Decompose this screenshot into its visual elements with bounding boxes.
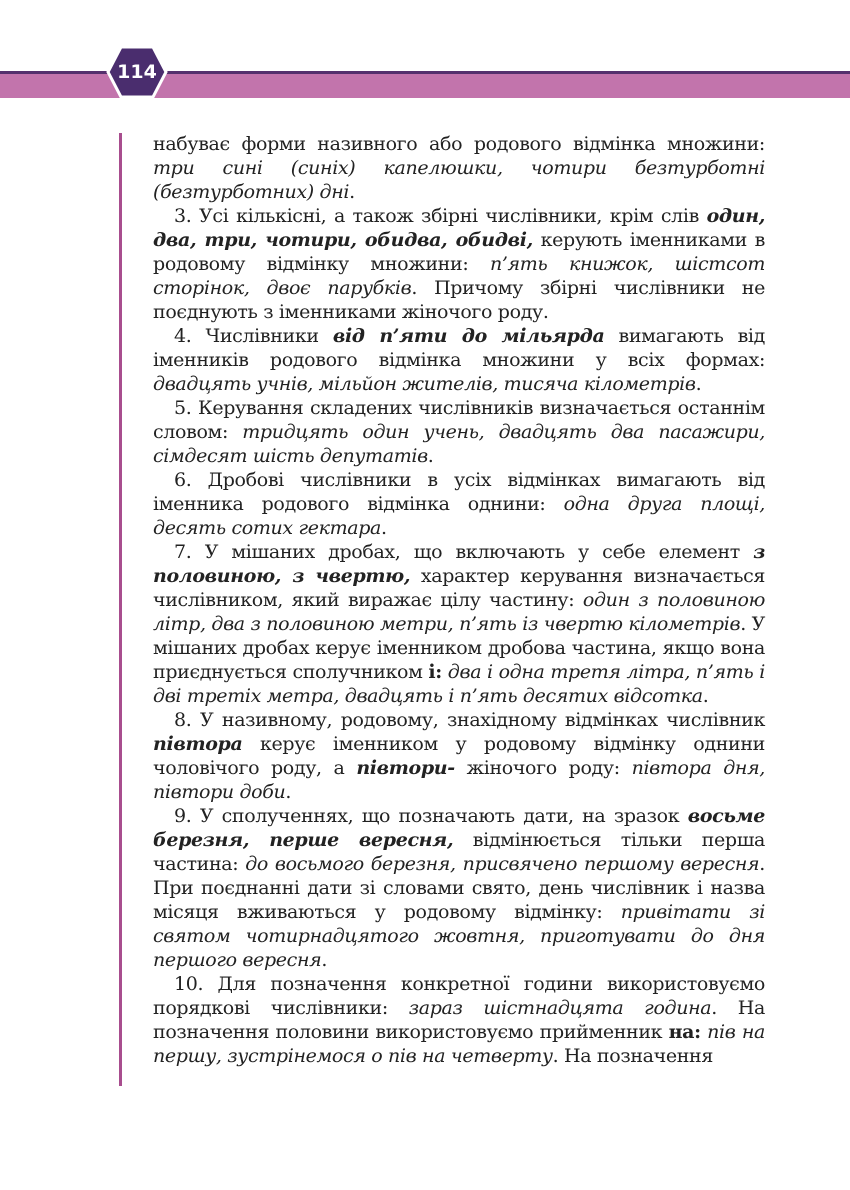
example-italic: одна друга площі, десять сотих гектара [153, 493, 765, 539]
example-italic: двадцять учнів, мільйон жителів, тисяча кілометрів [153, 373, 696, 395]
text-run: . На позначення половини використовуємо прийменник [153, 997, 765, 1043]
text-run: відмінюється тільки перша частина: [153, 829, 765, 875]
text-run: . При поєднанні дати зі словами свято, день числівник і назва місяця вживаються у родовому відмінку: [153, 853, 765, 923]
page-number: 114 [117, 61, 157, 83]
term-bold: півтори- [356, 757, 455, 779]
page-number-badge [106, 45, 168, 99]
page-body-text [153, 132, 765, 1068]
text-run: вимагають від іменників родового відмінка множини у всіх формах: [153, 325, 765, 371]
paragraph [153, 708, 765, 804]
example-italic: п’ять книжок, шістсот сторінок, двоє парубків [153, 253, 765, 299]
text-run: 6. Дробові числівники в усіх відмінках вимагають від іменника родового відмінка однини: [153, 469, 765, 515]
paragraph [153, 468, 765, 540]
paragraph [153, 396, 765, 468]
example-italic: зараз шістнадцята година [408, 997, 712, 1019]
text-run: . [702, 685, 709, 707]
term-bold: восьме березня, перше вересня, [153, 805, 765, 851]
term-bold: на: [668, 1021, 701, 1043]
example-italic: пів на першу, зустрінемося о пів на четверту [153, 1021, 765, 1067]
text-run: 3. Усі кількісні, а також збірні числівники, крім слів [174, 205, 707, 227]
text-run: 5. Керування складених числівників визначається останнім словом: [153, 397, 765, 443]
term-bold: і: [428, 661, 442, 683]
term-bold: від п’яти до мільярда [332, 325, 605, 347]
text-run: . [285, 781, 292, 803]
paragraph [153, 972, 765, 1068]
text-run: жіночого роду: [454, 757, 632, 779]
text-run: . Причому збірні числівники не поєднують з іменниками жіночого роду. [153, 277, 765, 323]
text-run: 9. У сполученнях, що позначають дати, на зразок [174, 805, 688, 827]
term-bold: півтора [153, 733, 243, 755]
text-run: набуває форми називного або родового відмінка множини: [153, 133, 765, 155]
paragraph [153, 204, 765, 324]
text-run: характер керування визначається числівником, який виражає цілу частину: [153, 565, 765, 611]
example-italic: три сині (синіх) капелюшки, чотири безтурботні (безтурботних) дні [153, 157, 765, 203]
example-italic: півтора дня, півтори доби [153, 757, 765, 803]
text-run: . [695, 373, 702, 395]
paragraph [153, 804, 765, 972]
text-run: . У мішаних дробах керує іменником дробова частина, якщо вона приєднується сполучником [153, 613, 765, 683]
example-italic: один з половиною літр, два з половиною метри, п’ять із чвертю кілометрів [153, 589, 765, 635]
text-run: керує іменником у родовому відмінку однини чоловічого роду, а [153, 733, 765, 779]
text-run: . На позначення [552, 1045, 713, 1067]
example-italic: привітати зі святом чотирнадцятого жовтня, приготувати до дня першого вересня [153, 901, 765, 971]
text-run: керують іменниками в родовому відмінку множини: [153, 229, 766, 275]
text-run: . [427, 445, 434, 467]
text-run: 8. У називному, родовому, знахідному відмінках числівник [174, 709, 765, 731]
paragraph [153, 540, 765, 708]
example-italic: два і одна третя літра, п’ять і дві третіх метра, двадцять і п’ять десятих відсотка [153, 661, 765, 707]
text-run: 7. У мішаних дробах, що включають у себе елемент [174, 541, 754, 563]
paragraph [153, 324, 765, 396]
example-italic: тридцять один учень, двадцять два пасажири, сімдесят шість депутатів [153, 421, 765, 467]
text-run: . [349, 181, 355, 203]
margin-rule [119, 133, 122, 1086]
text-run: . [381, 517, 387, 539]
paragraph [153, 132, 765, 204]
text-run: . [321, 949, 328, 971]
text-run: 10. Для позначення конкретної години використовуємо порядкові числівники: [153, 973, 765, 1019]
example-italic: до восьмого березня, присвячено першому вересня [245, 853, 760, 875]
term-bold: з половиною, з чвертю, [153, 541, 765, 587]
text-run: 4. Числівники [174, 325, 333, 347]
term-bold: один, два, три, чотири, обидва, обидві, [153, 205, 765, 251]
